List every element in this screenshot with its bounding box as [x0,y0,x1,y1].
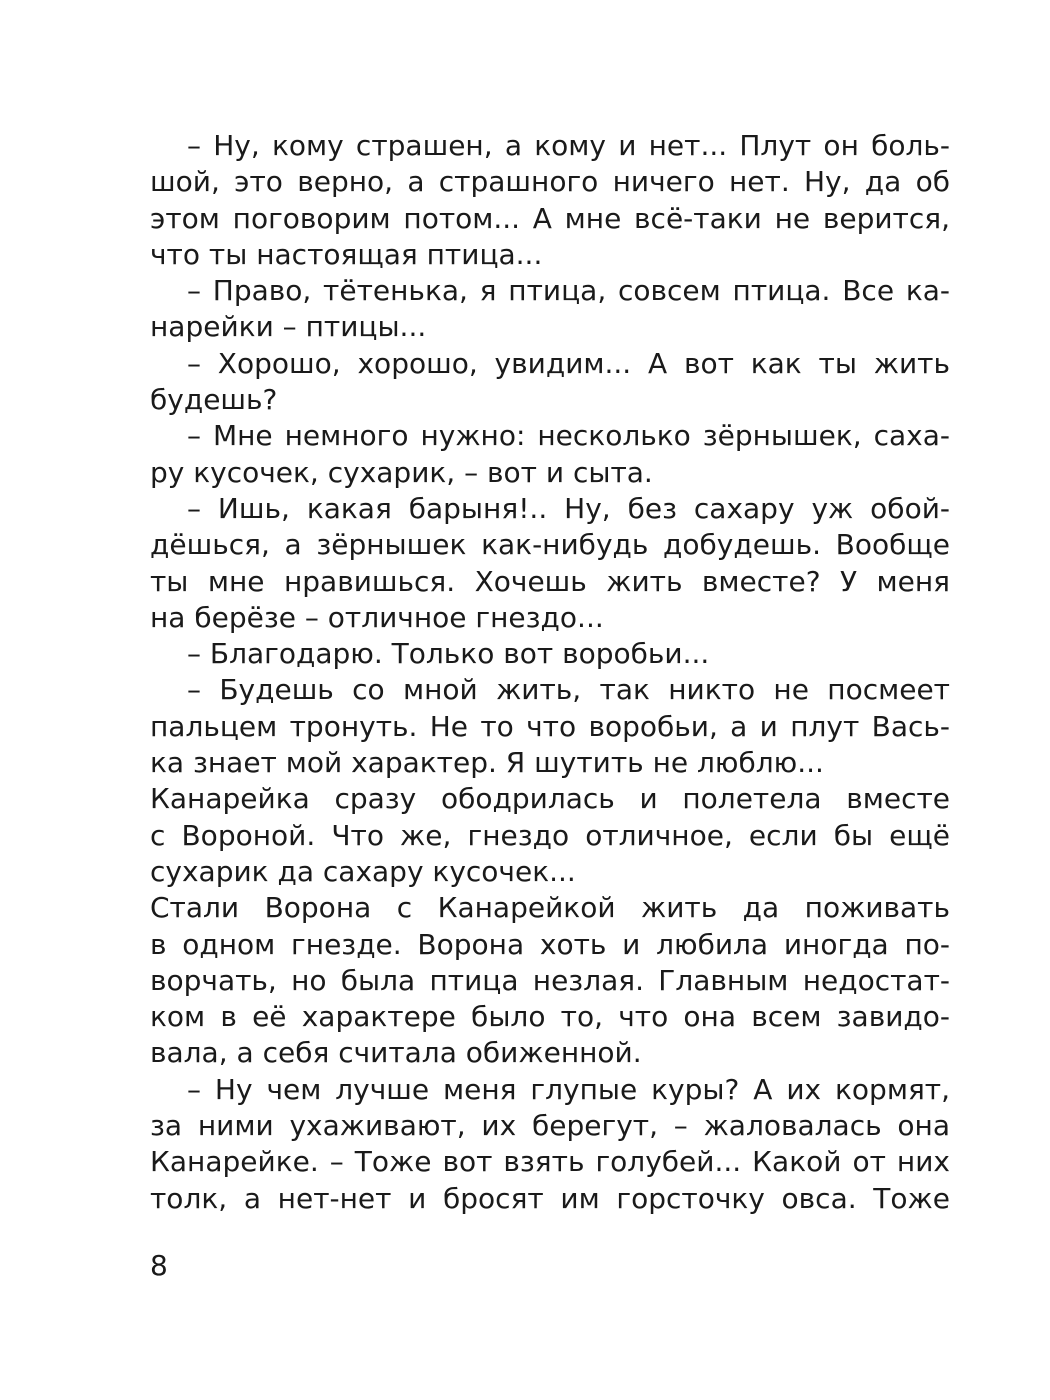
text-line: – Ну чем лучше меня глупые куры? А их кормят, [187,1072,950,1106]
text-line: шой, это верно, а страшного ничего нет. Ну, да об [150,165,950,199]
text-line: – Благодарю. Только вот воробьи... [187,637,710,671]
text-line: Канарейке. – Тоже вот взять голубей... Какой от них [150,1145,950,1179]
text-line: Канарейка сразу ободрилась и полетела вместе [150,782,950,816]
text-line: в одном гнезде. Ворона хоть и любила иногда по- [150,927,950,961]
text-line: на берёзе – отличное гнездо... [150,600,604,634]
text-line: дёшься, а зёрнышек как-нибудь добудешь. Вообще [150,528,950,562]
text-line: ком в её характере было то, что она всем завидо- [150,1000,950,1034]
text-line: пальцем тронуть. Не то что воробьи, а и плут Вась- [150,709,950,743]
text-line: – Будешь со мной жить, так никто не посмеет [187,673,950,707]
text-line: этом поговорим потом... А мне всё-таки не верится, [150,201,950,235]
text-line: ка знает мой характер. Я шутить не люблю... [150,746,824,780]
body-text [150,128,950,1217]
text-line: Стали Ворона с Канарейкой жить да поживать [150,891,950,925]
text-line: с Вороной. Что же, гнездо отличное, если бы ещё [150,818,950,852]
text-line: ворчать, но была птица незлая. Главным недостат- [150,963,950,997]
text-line: – Право, тётенька, я птица, совсем птица. Все ка- [187,274,950,308]
text-line: сухарик да сахару кусочек... [150,854,576,888]
text-line: за ними ухаживают, их берегут, – жаловалась она [150,1109,950,1143]
text-line: нарейки – птицы... [150,310,427,344]
text-line: вала, а себя считала обиженной. [150,1036,642,1070]
text-line: – Ну, кому страшен, а кому и нет... Плут он боль- [187,129,950,162]
text-line: – Ишь, какая барыня!.. Ну, без сахару уж обой- [187,491,950,525]
text-line: толк, а нет-нет и бросят им горсточку овса. Тоже [150,1181,950,1215]
text-line: ру кусочек, сухарик, – вот и сыта. [150,455,653,489]
text-line: ты мне нравишься. Хочешь жить вместе? У меня [150,564,950,598]
text-line: – Хорошо, хорошо, увидим... А вот как ты жить [187,346,950,380]
text-line: будешь? [150,383,278,417]
page-number: 8 [150,1249,168,1282]
text-line: что ты настоящая птица... [150,237,543,271]
text-line: – Мне немного нужно: несколько зёрнышек, саха- [187,419,950,453]
